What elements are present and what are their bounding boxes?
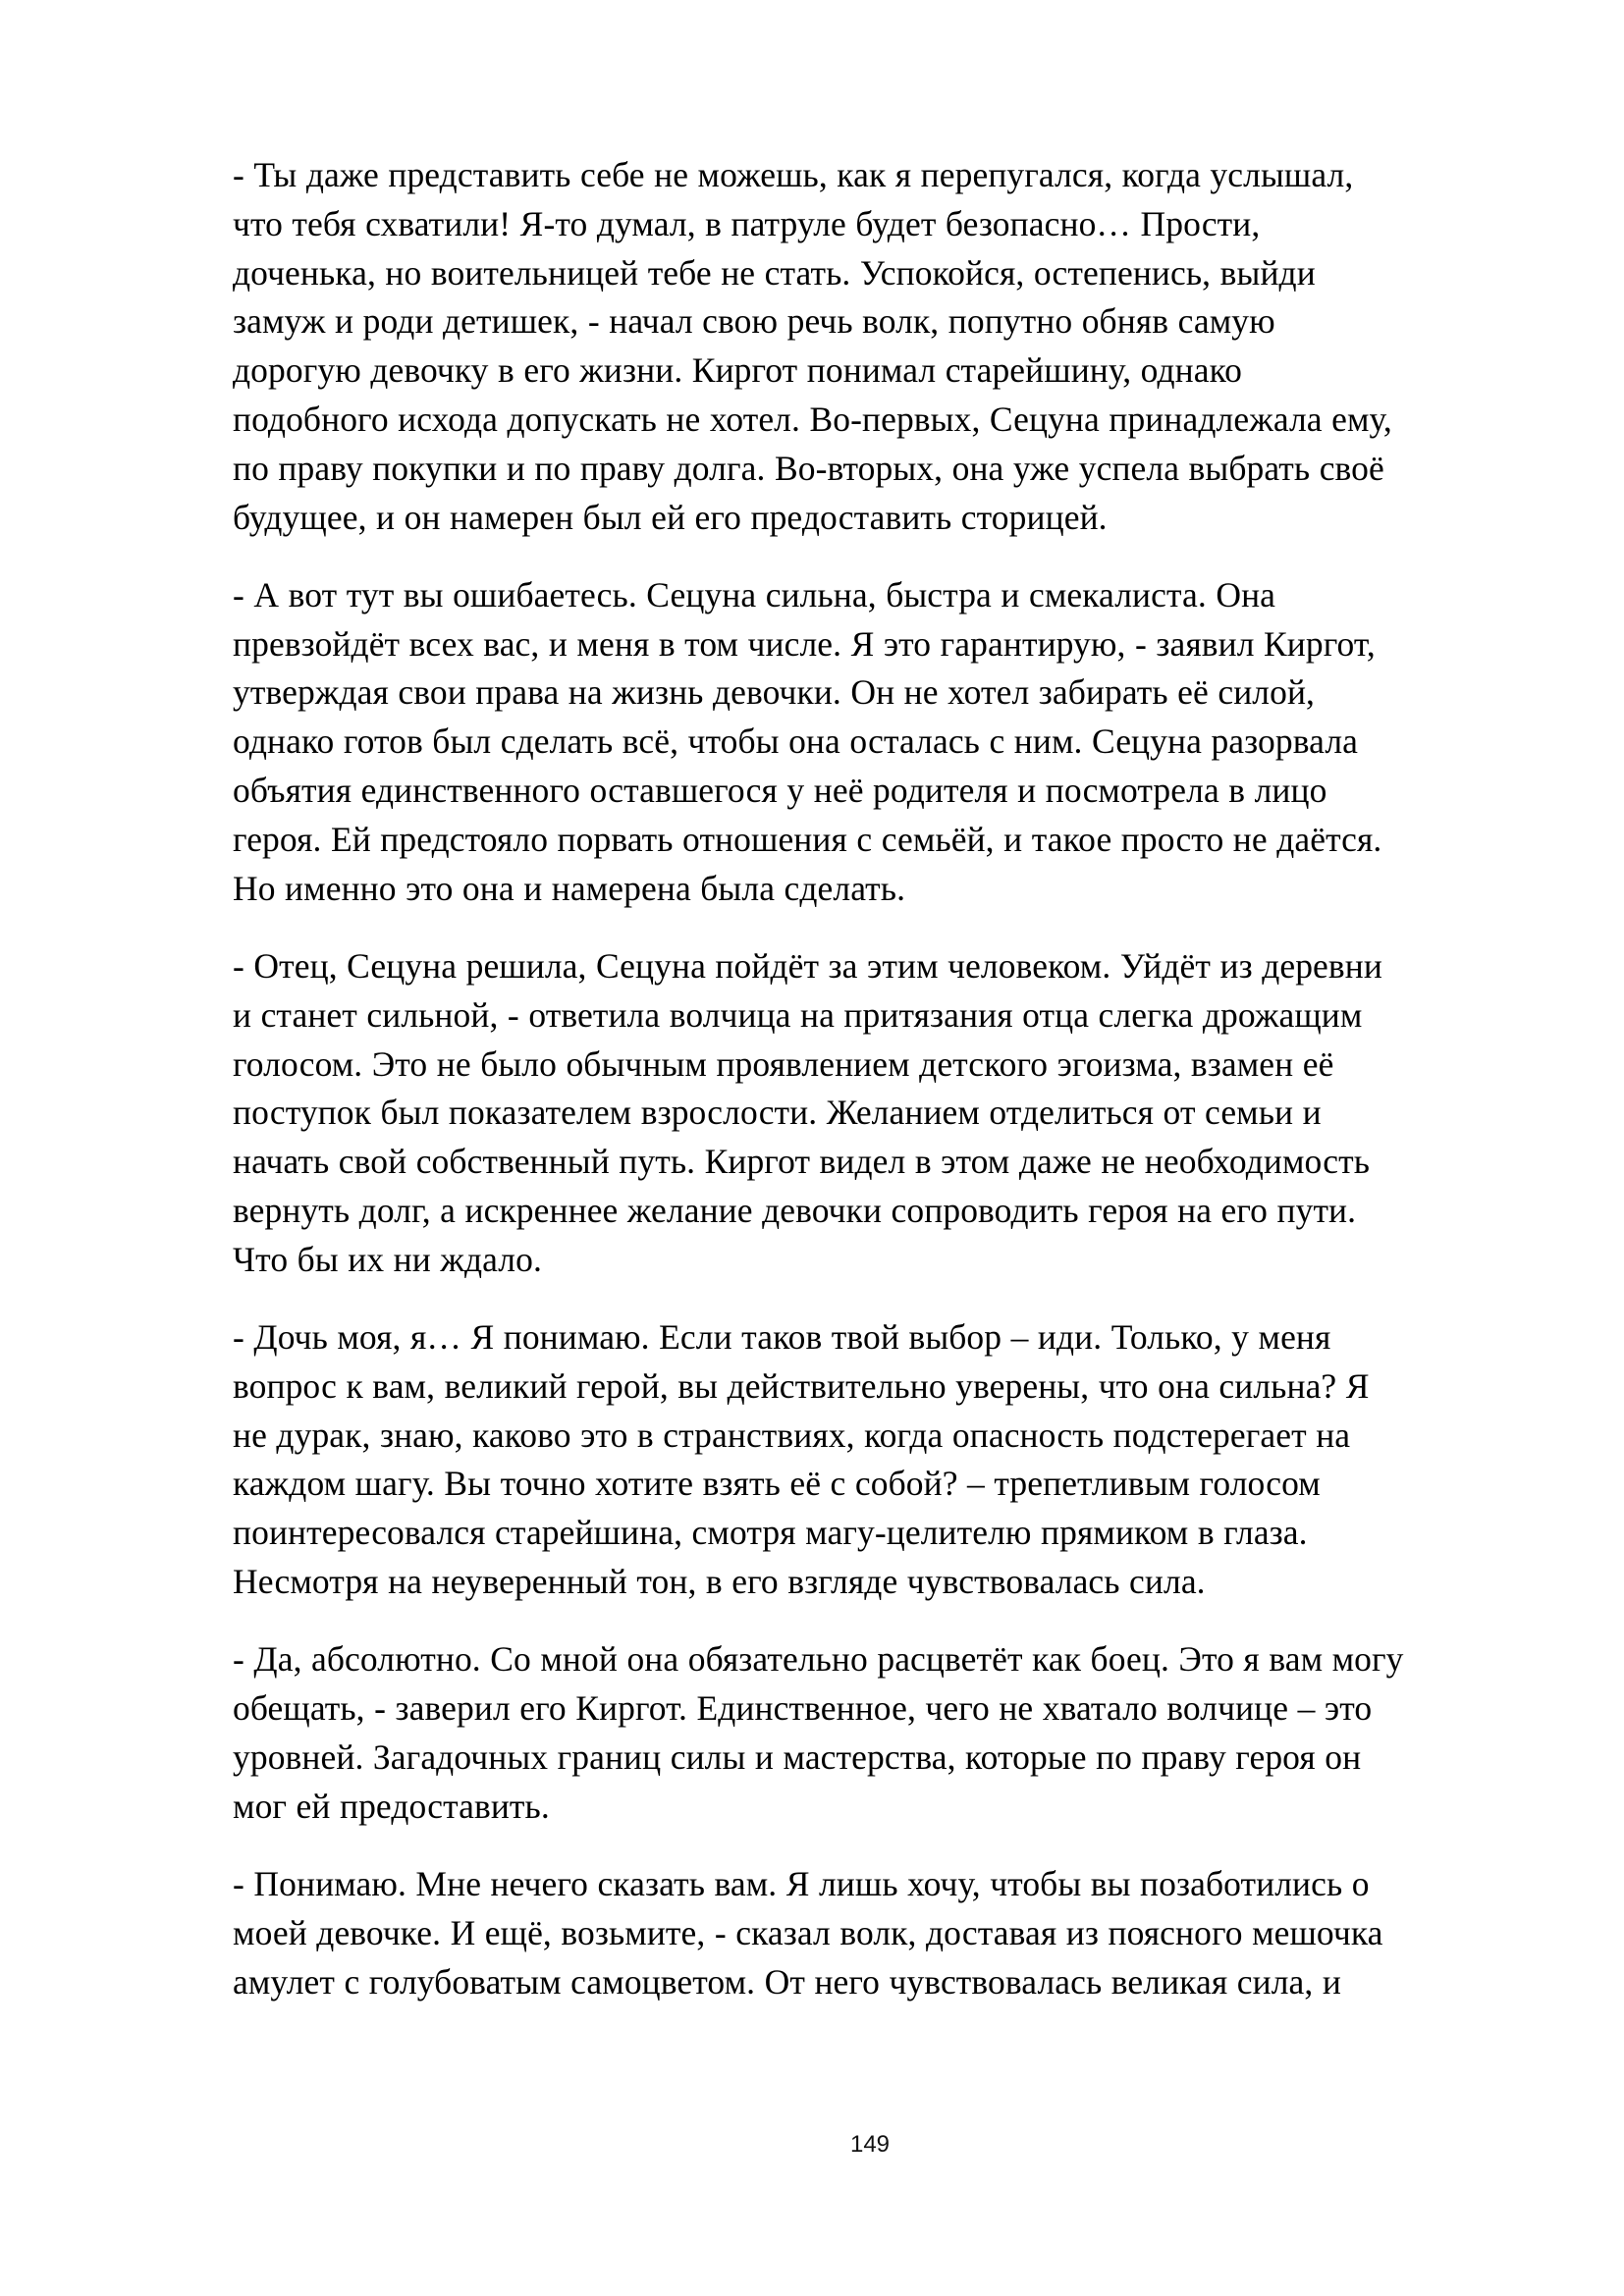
document-body [233,151,1529,2036]
text-line: подобного исхода допускать не хотел. Во-первых, Сецуна принадлежала ему, [233,399,1392,439]
text-line: каждом шагу. Вы точно хотите взять её с собой? – трепетливым голосом [233,1464,1321,1504]
text-line: обещать, - заверил его Киргот. Единственное, чего не хватало волчице – это [233,1688,1373,1729]
text-line: объятия единственного оставшегося у неё родителя и посмотрела в лицо [233,771,1327,811]
text-line: моей девочке. И ещё, возьмите, - сказал волк, доставая из поясного мешочка [233,1912,1383,1952]
text-line: вопрос к вам, великий герой, вы действительно уверены, что она сильна? Я [233,1365,1370,1406]
text-line: что тебя схватили! Я-то думал, в патруле будет безопасно… Прости, [233,203,1261,243]
text-line: - А вот тут вы ошибаетесь. Сецуна сильна, быстра и смекалиста. Она [233,574,1276,614]
text-line: голосом. Это не было обычным проявлением детского эгоизма, взамен её [233,1043,1334,1084]
text-line: однако готов был сделать всё, чтобы она осталась с ним. Сецуна разорвала [233,721,1358,762]
paragraph [233,1860,1529,2006]
text-line: героя. Ей предстояло порвать отношения с семьёй, и такое просто не даётся. [233,819,1382,859]
text-line: замуж и роди детишек, - начал свою речь волк, попутно обняв самую [233,301,1275,342]
text-line: - Понимаю. Мне нечего сказать вам. Я лишь хочу, чтобы вы позаботились о [233,1864,1370,1903]
page-number: 149 [849,2131,891,2158]
text-line: превзойдёт всех вас, и меня в том числе. Я это гарантирую, - заявил Киргот, [233,623,1376,664]
text-line: - Отец, Сецуна решила, Сецуна пойдёт за этим человеком. Уйдёт из деревни [233,945,1382,986]
text-line: - Да, абсолютно. Со мной она обязательно расцветёт как боец. Это я вам могу [233,1639,1404,1680]
text-line: будущее, и он намерен был ей его предоставить сторицей. [233,497,1108,537]
text-line: не дурак, знаю, каково это в странствиях, когда опасность подстерегает на [233,1415,1351,1455]
paragraph [233,942,1529,1285]
text-line: амулет с голубоватым самоцветом. От него чувствовалась великая сила, и [233,1961,1341,2002]
paragraph [233,571,1529,914]
text-line: утверждая свои права на жизнь девочки. Он не хотел забирать её силой, [233,672,1316,713]
paragraph [233,1313,1529,1607]
text-line: Несмотря на неуверенный тон, в его взгляде чувствовалась сила. [233,1562,1206,1602]
text-line: по праву покупки и по праву долга. Во-вторых, она уже успела выбрать своё [233,448,1384,488]
text-line: и станет сильной, - ответила волчица на притязания отца слегка дрожащим [233,994,1363,1035]
paragraph [233,151,1529,542]
text-line: поинтересовался старейшина, смотря магу-целителю прямиком в глаза. [233,1513,1308,1553]
text-line: мог ей предоставить. [233,1786,550,1826]
text-line: поступок был показателем взрослости. Желанием отделиться от семьи и [233,1093,1322,1133]
text-line: дорогую девочку в его жизни. Киргот понимал старейшину, однако [233,350,1242,391]
text-line: - Дочь моя, я… Я понимаю. Если таков твой выбор – иди. Только, у меня [233,1317,1331,1358]
text-line: начать свой собственный путь. Киргот видел в этом даже не необходимость [233,1142,1371,1182]
text-line: вернуть долг, а искреннее желание девочки сопроводить героя на его пути. [233,1190,1357,1230]
text-line: Что бы их ни ждало. [233,1239,542,1279]
text-line: уровней. Загадочных границ силы и мастерства, которые по праву героя он [233,1736,1362,1777]
text-line: доченька, но воительницей тебе не стать. Успокойся, остепенись, выйди [233,252,1316,293]
text-line: - Ты даже представить себе не можешь, как я перепугался, когда услышал, [233,155,1354,194]
text-line: Но именно это она и намерена была сделать. [233,868,906,908]
paragraph [233,1635,1529,1831]
